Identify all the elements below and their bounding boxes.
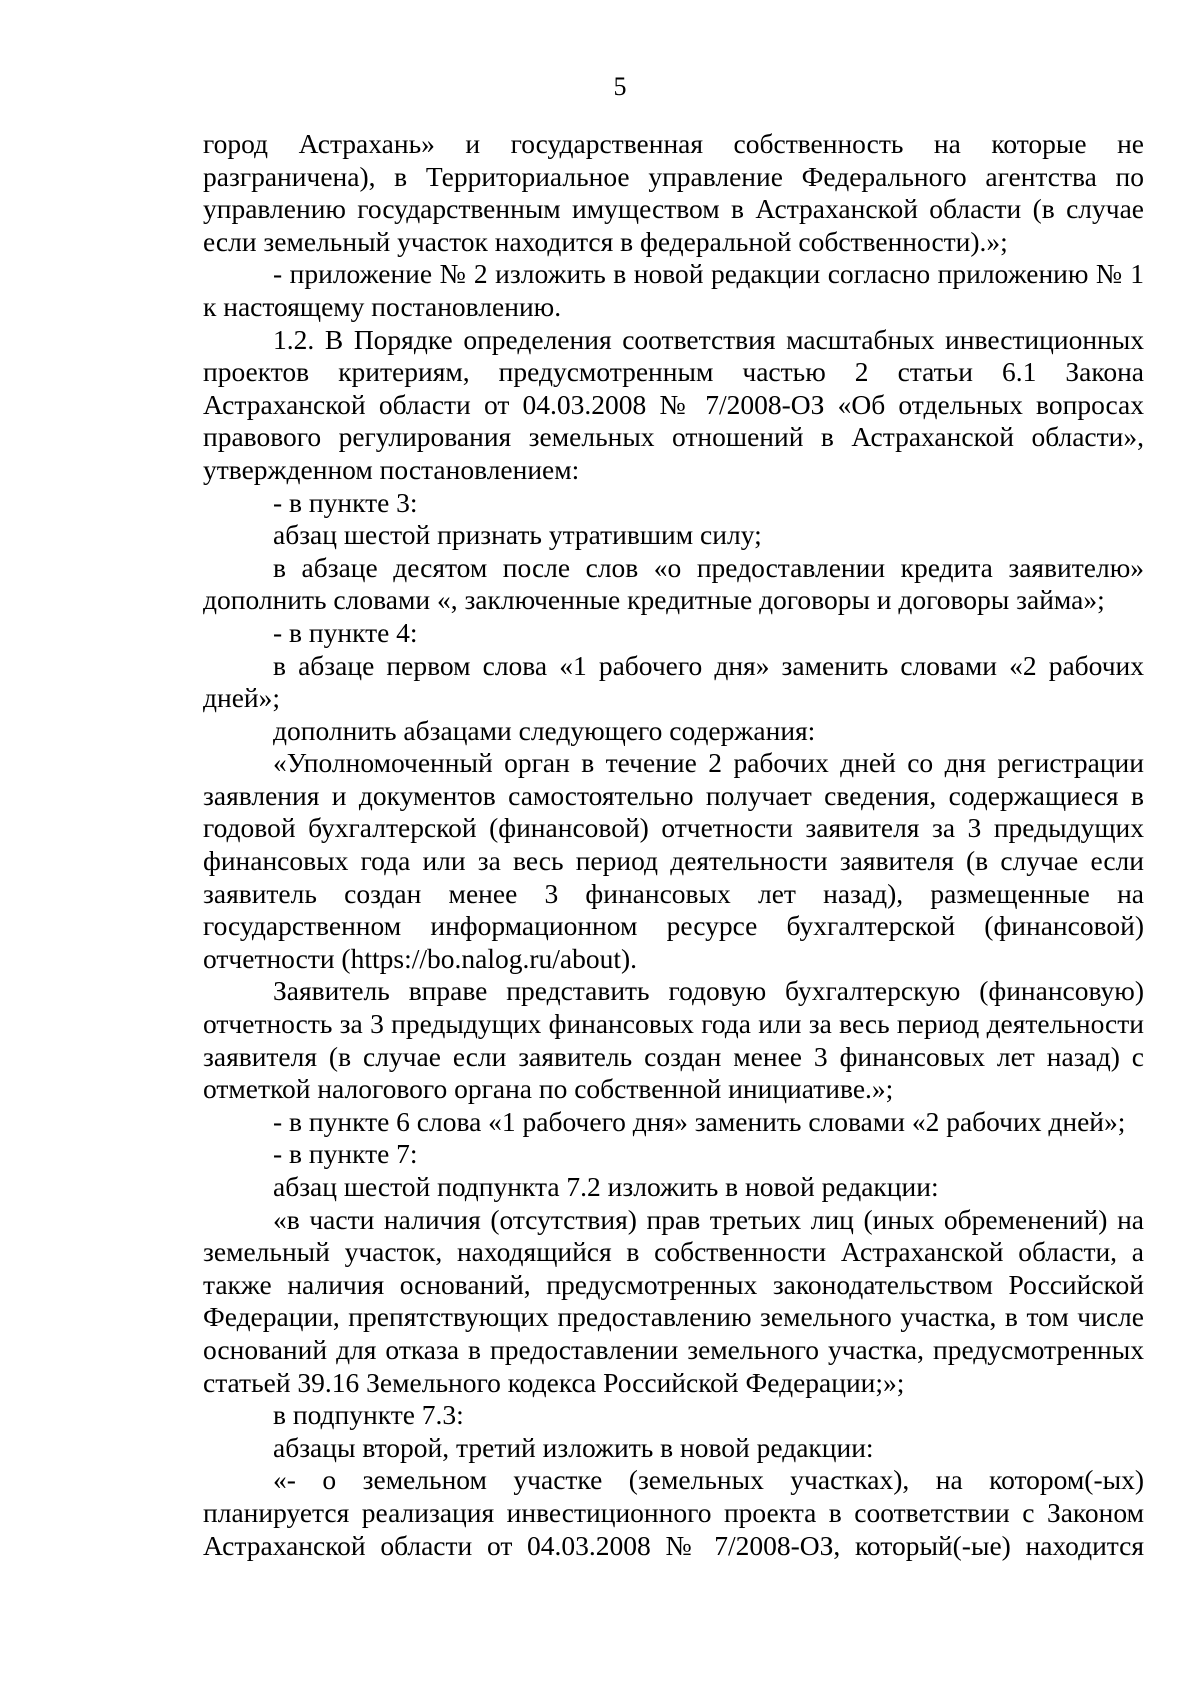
paragraph: «- о земельном участке (земельных участках), на котором(-ых) планируется реализация инвестиционного проекта в соответствии с Законом Астраханской области от 04.03.2008 № 7/2008-ОЗ, который(-ые) находится: [203, 1464, 1144, 1561]
page-number: 5: [613, 72, 627, 101]
paragraph: - в пункте 6 слова «1 рабочего дня» заменить словами «2 рабочих дней»;: [273, 1105, 1126, 1137]
paragraph: - в пункте 4:: [273, 616, 418, 648]
paragraph: - приложение № 2 изложить в новой редакции согласно приложению № 1 к настоящему постановлению.: [203, 258, 1144, 322]
document-body: [203, 128, 1144, 1562]
paragraph: «Уполномоченный орган в течение 2 рабочих дней со дня регистрации заявления и документов самостоятельно получает сведения, содержащиеся в годовой бухгалтерской (финансовой) отчетности заявителя за 3 предыдущих финансовых года или за весь период деятельности заявителя (в случае если заявитель создан менее 3 финансовых лет назад), размещенные на государственном информационном ресурсе бухгалтерской (финансовой) отчетности (https://bo.nalog.ru/about).: [203, 747, 1144, 974]
paragraph: в подпункте 7.3:: [273, 1399, 464, 1431]
paragraph: в абзаце первом слова «1 рабочего дня» заменить словами «2 рабочих дней»;: [203, 649, 1144, 714]
paragraph: дополнить абзацами следующего содержания:: [273, 714, 816, 746]
paragraph: 1.2. В Порядке определения соответствия масштабных инвестиционных проектов критериям, предусмотренным частью 2 статьи 6.1 Закона Астраханской области от 04.03.2008 № 7/2008-ОЗ «Об отдельных вопросах правового регулирования земельных отношений в Астраханской области», утвержденном постановлением:: [203, 323, 1144, 485]
paragraph: абзацы второй, третий изложить в новой редакции:: [273, 1431, 874, 1463]
paragraph: в абзаце десятом после слов «о предоставлении кредита заявителю» дополнить словами «, заключенные кредитные договоры и договоры займа»;: [203, 551, 1144, 616]
paragraph: - в пункте 3:: [273, 486, 418, 518]
paragraph: - в пункте 7:: [273, 1138, 418, 1170]
paragraph: Заявитель вправе представить годовую бухгалтерскую (финансовую) отчетность за 3 предыдущих финансовых года или за весь период деятельности заявителя (в случае если заявитель создан менее 3 финансовых лет назад) с отметкой налогового органа по собственной инициативе.»;: [203, 975, 1144, 1105]
paragraph: абзац шестой признать утратившим силу;: [273, 519, 762, 551]
paragraph: город Астрахань» и государственная собственность на которые не разграничена), в Территориальное управление Федерального агентства по управлению государственным имуществом в Астраханской области (в случае если земельный участок находится в федеральной собственности).»;: [203, 128, 1144, 257]
paragraph: «в части наличия (отсутствия) прав третьих лиц (иных обременений) на земельный участок, находящийся в собственности Астраханской области, а также наличия оснований, предусмотренных законодательством Российской Федерации, препятствующих предоставлению земельного участка, в том числе оснований для отказа в предоставлении земельного участка, предусмотренных статьей 39.16 Земельного кодекса Российской Федерации;»;: [203, 1203, 1144, 1398]
paragraph: абзац шестой подпункта 7.2 изложить в новой редакции:: [273, 1171, 939, 1202]
